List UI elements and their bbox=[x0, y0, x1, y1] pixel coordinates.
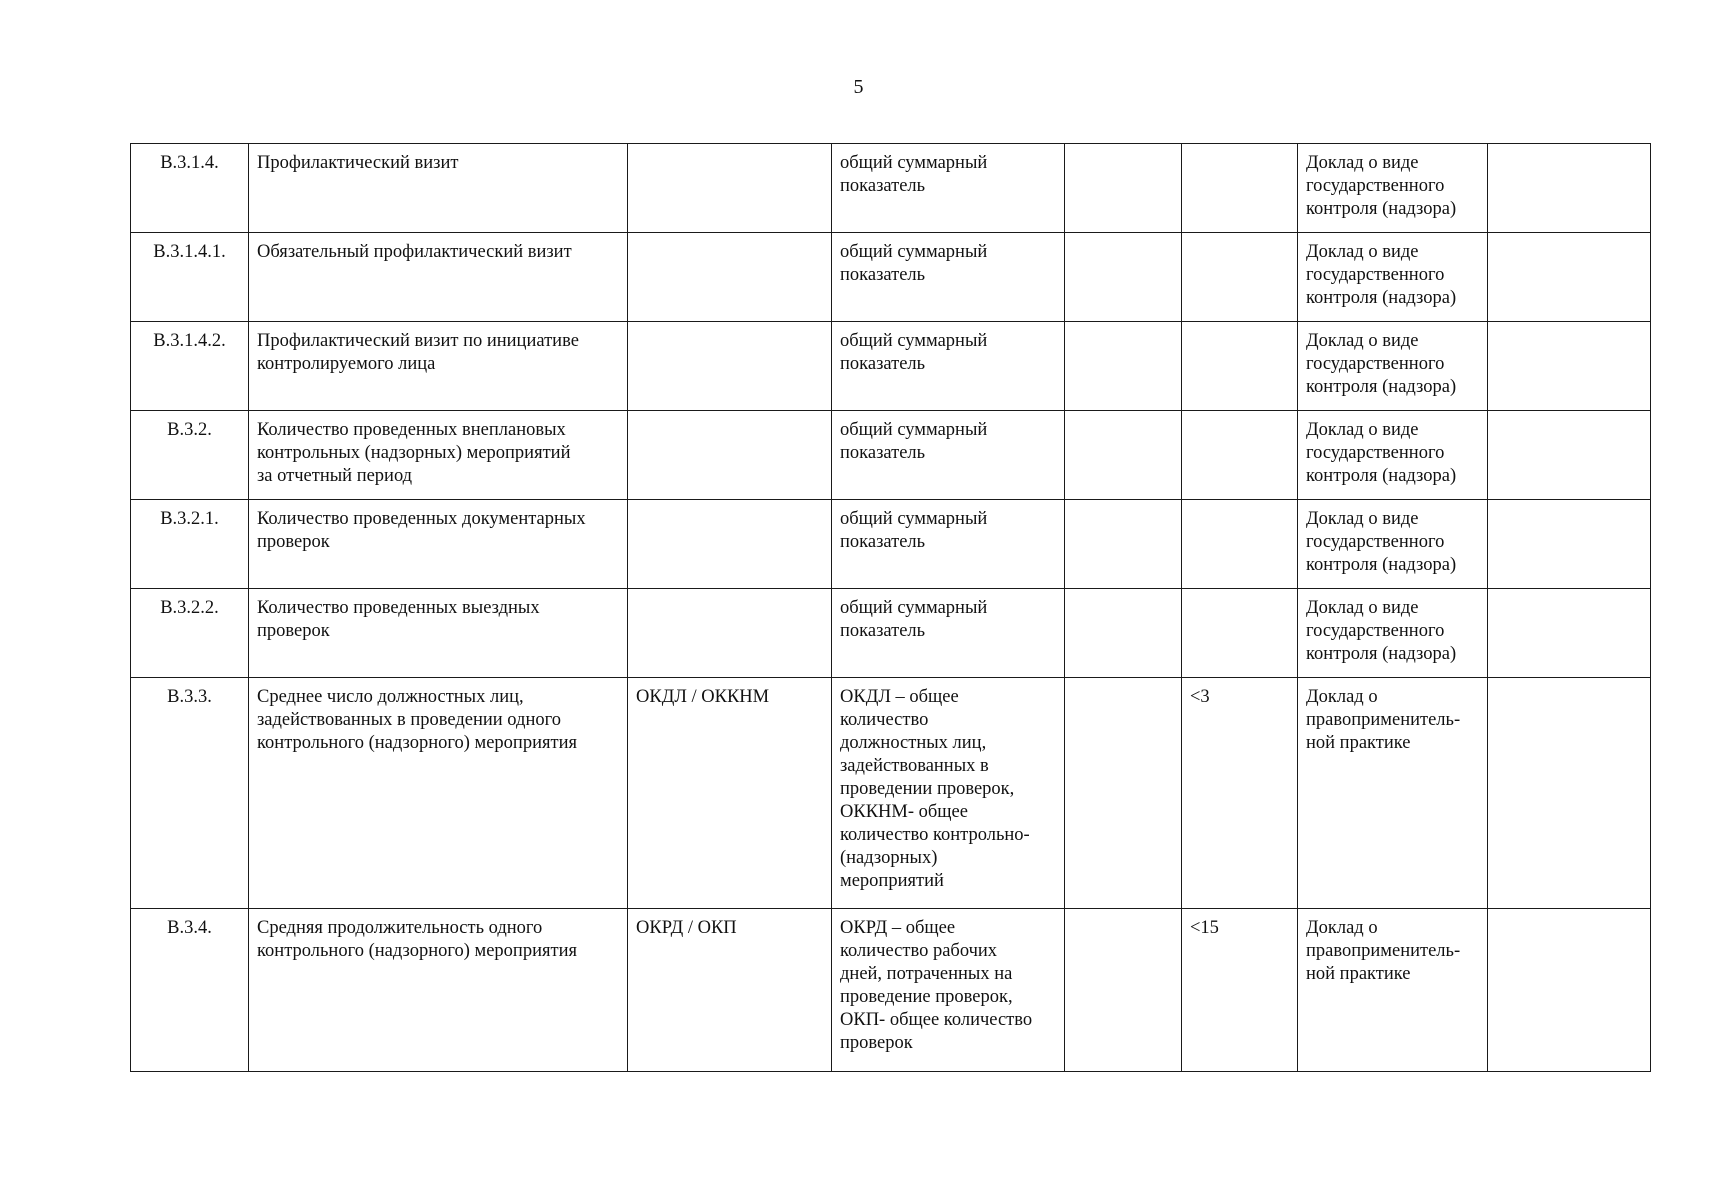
description-line: общий суммарный bbox=[840, 153, 988, 173]
indicator-target: <3 bbox=[1182, 678, 1298, 909]
indicator-col5 bbox=[1065, 678, 1182, 909]
indicator-name-line: проверок bbox=[257, 532, 330, 552]
source-line: контроля (надзора) bbox=[1306, 199, 1457, 219]
indicator-description bbox=[832, 144, 1065, 233]
description-line: проведении проверок, bbox=[840, 779, 1015, 799]
indicator-code: В.3.4. bbox=[131, 909, 249, 1072]
indicator-formula bbox=[628, 500, 832, 589]
indicator-source bbox=[1298, 678, 1488, 909]
indicator-col5 bbox=[1065, 144, 1182, 233]
indicator-col5 bbox=[1065, 589, 1182, 678]
description-line: показатель bbox=[840, 265, 926, 285]
source-line: контроля (надзора) bbox=[1306, 644, 1457, 664]
indicator-col8 bbox=[1488, 322, 1651, 411]
indicator-target bbox=[1182, 500, 1298, 589]
indicator-source bbox=[1298, 589, 1488, 678]
description-line: показатель bbox=[840, 354, 926, 374]
indicator-name-line: Количество проведенных внеплановых bbox=[257, 420, 566, 440]
indicator-col5 bbox=[1065, 322, 1182, 411]
description-line: проверок bbox=[840, 1033, 913, 1053]
indicator-name-line: за отчетный период bbox=[257, 466, 413, 486]
description-line: количество рабочих bbox=[840, 941, 998, 961]
indicator-name-line: контрольного (надзорного) мероприятия bbox=[257, 733, 577, 753]
source-line: правоприменитель- bbox=[1306, 710, 1461, 730]
description-line: показатель bbox=[840, 532, 926, 552]
source-line: ной практике bbox=[1306, 733, 1411, 753]
indicator-col8 bbox=[1488, 909, 1651, 1072]
source-line: ной практике bbox=[1306, 964, 1411, 984]
source-line: контроля (надзора) bbox=[1306, 377, 1457, 397]
indicator-name-line: контрольного (надзорного) мероприятия bbox=[257, 941, 577, 961]
indicator-name-line: Профилактический визит bbox=[257, 153, 459, 173]
indicator-description bbox=[832, 411, 1065, 500]
description-line: общий суммарный bbox=[840, 331, 988, 351]
indicator-col8 bbox=[1488, 678, 1651, 909]
indicator-code: В.3.1.4.2. bbox=[131, 322, 249, 411]
indicator-name bbox=[249, 500, 628, 589]
source-line: Доклад о bbox=[1306, 687, 1378, 707]
indicator-name-line: задействованных в проведении одного bbox=[257, 710, 561, 730]
indicator-target bbox=[1182, 144, 1298, 233]
indicator-description bbox=[832, 909, 1065, 1072]
indicator-name bbox=[249, 589, 628, 678]
source-line: Доклад о виде bbox=[1306, 509, 1419, 529]
indicator-col8 bbox=[1488, 500, 1651, 589]
indicator-formula: ОКРД / ОКП bbox=[628, 909, 832, 1072]
description-line: показатель bbox=[840, 621, 926, 641]
source-line: контроля (надзора) bbox=[1306, 555, 1457, 575]
source-line: государственного bbox=[1306, 176, 1445, 196]
indicator-col5 bbox=[1065, 909, 1182, 1072]
indicator-formula: ОКДЛ / ОККНМ bbox=[628, 678, 832, 909]
indicator-target bbox=[1182, 589, 1298, 678]
indicator-description bbox=[832, 322, 1065, 411]
source-line: контроля (надзора) bbox=[1306, 466, 1457, 486]
indicator-name bbox=[249, 909, 628, 1072]
indicator-target: <15 bbox=[1182, 909, 1298, 1072]
indicator-source bbox=[1298, 233, 1488, 322]
indicator-name bbox=[249, 322, 628, 411]
indicator-formula bbox=[628, 144, 832, 233]
indicator-name-line: контрольных (надзорных) мероприятий bbox=[257, 443, 571, 463]
indicator-col5 bbox=[1065, 500, 1182, 589]
indicator-name-line: Количество проведенных документарных bbox=[257, 509, 586, 529]
table-row bbox=[131, 678, 1651, 909]
indicator-target bbox=[1182, 322, 1298, 411]
table-body bbox=[131, 144, 1651, 1072]
source-line: Доклад о bbox=[1306, 918, 1378, 938]
description-line: дней, потраченных на bbox=[840, 964, 1013, 984]
table-row bbox=[131, 233, 1651, 322]
indicator-col8 bbox=[1488, 233, 1651, 322]
description-line: общий суммарный bbox=[840, 509, 988, 529]
description-line: показатель bbox=[840, 176, 926, 196]
source-line: государственного bbox=[1306, 443, 1445, 463]
indicator-name-line: Обязательный профилактический визит bbox=[257, 242, 572, 262]
source-line: Доклад о виде bbox=[1306, 242, 1419, 262]
indicator-code: В.3.2.2. bbox=[131, 589, 249, 678]
description-line: количество контрольно- bbox=[840, 825, 1030, 845]
description-line: ОККНМ- общее bbox=[840, 802, 968, 822]
table-row bbox=[131, 500, 1651, 589]
indicator-source bbox=[1298, 322, 1488, 411]
source-line: Доклад о виде bbox=[1306, 598, 1419, 618]
description-line: общий суммарный bbox=[840, 420, 988, 440]
indicator-formula bbox=[628, 589, 832, 678]
indicator-col8 bbox=[1488, 411, 1651, 500]
table-row bbox=[131, 909, 1651, 1072]
indicator-target bbox=[1182, 233, 1298, 322]
indicator-name bbox=[249, 233, 628, 322]
indicator-name bbox=[249, 144, 628, 233]
table-row bbox=[131, 411, 1651, 500]
indicator-table bbox=[130, 143, 1651, 1072]
indicator-code: В.3.2.1. bbox=[131, 500, 249, 589]
indicator-col8 bbox=[1488, 144, 1651, 233]
page-number: 5 bbox=[853, 76, 864, 98]
indicator-target bbox=[1182, 411, 1298, 500]
source-line: Доклад о виде bbox=[1306, 420, 1419, 440]
description-line: задействованных в bbox=[840, 756, 989, 776]
indicator-code: В.3.1.4. bbox=[131, 144, 249, 233]
indicator-name-line: Среднее число должностных лиц, bbox=[257, 687, 524, 707]
indicator-description bbox=[832, 500, 1065, 589]
source-line: государственного bbox=[1306, 532, 1445, 552]
indicator-code: В.3.3. bbox=[131, 678, 249, 909]
indicator-description bbox=[832, 589, 1065, 678]
indicator-description bbox=[832, 233, 1065, 322]
source-line: государственного bbox=[1306, 354, 1445, 374]
indicator-name bbox=[249, 411, 628, 500]
indicator-name-line: Средняя продолжительность одного bbox=[257, 918, 543, 938]
indicator-col8 bbox=[1488, 589, 1651, 678]
table-row bbox=[131, 144, 1651, 233]
description-line: проведение проверок, bbox=[840, 987, 1013, 1007]
indicator-formula bbox=[628, 322, 832, 411]
description-line: ОКРД – общее bbox=[840, 918, 956, 938]
indicator-name-line: проверок bbox=[257, 621, 330, 641]
table-row bbox=[131, 322, 1651, 411]
indicator-source bbox=[1298, 909, 1488, 1072]
source-line: государственного bbox=[1306, 621, 1445, 641]
indicator-source bbox=[1298, 500, 1488, 589]
indicator-code: В.3.2. bbox=[131, 411, 249, 500]
description-line: ОКП- общее количество bbox=[840, 1010, 1033, 1030]
source-line: правоприменитель- bbox=[1306, 941, 1461, 961]
indicator-description bbox=[832, 678, 1065, 909]
description-line: мероприятий bbox=[840, 871, 944, 891]
indicator-name-line: Количество проведенных выездных bbox=[257, 598, 540, 618]
indicator-col5 bbox=[1065, 233, 1182, 322]
source-line: Доклад о виде bbox=[1306, 331, 1419, 351]
indicator-col5 bbox=[1065, 411, 1182, 500]
description-line: показатель bbox=[840, 443, 926, 463]
source-line: Доклад о виде bbox=[1306, 153, 1419, 173]
source-line: государственного bbox=[1306, 265, 1445, 285]
indicator-name bbox=[249, 678, 628, 909]
description-line: общий суммарный bbox=[840, 242, 988, 262]
description-line: должностных лиц, bbox=[840, 733, 987, 753]
source-line: контроля (надзора) bbox=[1306, 288, 1457, 308]
indicator-source bbox=[1298, 411, 1488, 500]
indicator-code: В.3.1.4.1. bbox=[131, 233, 249, 322]
description-line: ОКДЛ – общее bbox=[840, 687, 959, 707]
indicator-formula bbox=[628, 411, 832, 500]
description-line: общий суммарный bbox=[840, 598, 988, 618]
indicator-source bbox=[1298, 144, 1488, 233]
indicator-name-line: Профилактический визит по инициативе bbox=[257, 331, 579, 351]
description-line: (надзорных) bbox=[840, 848, 938, 868]
table-row bbox=[131, 589, 1651, 678]
indicator-name-line: контролируемого лица bbox=[257, 354, 436, 374]
indicator-formula bbox=[628, 233, 832, 322]
description-line: количество bbox=[840, 710, 929, 730]
